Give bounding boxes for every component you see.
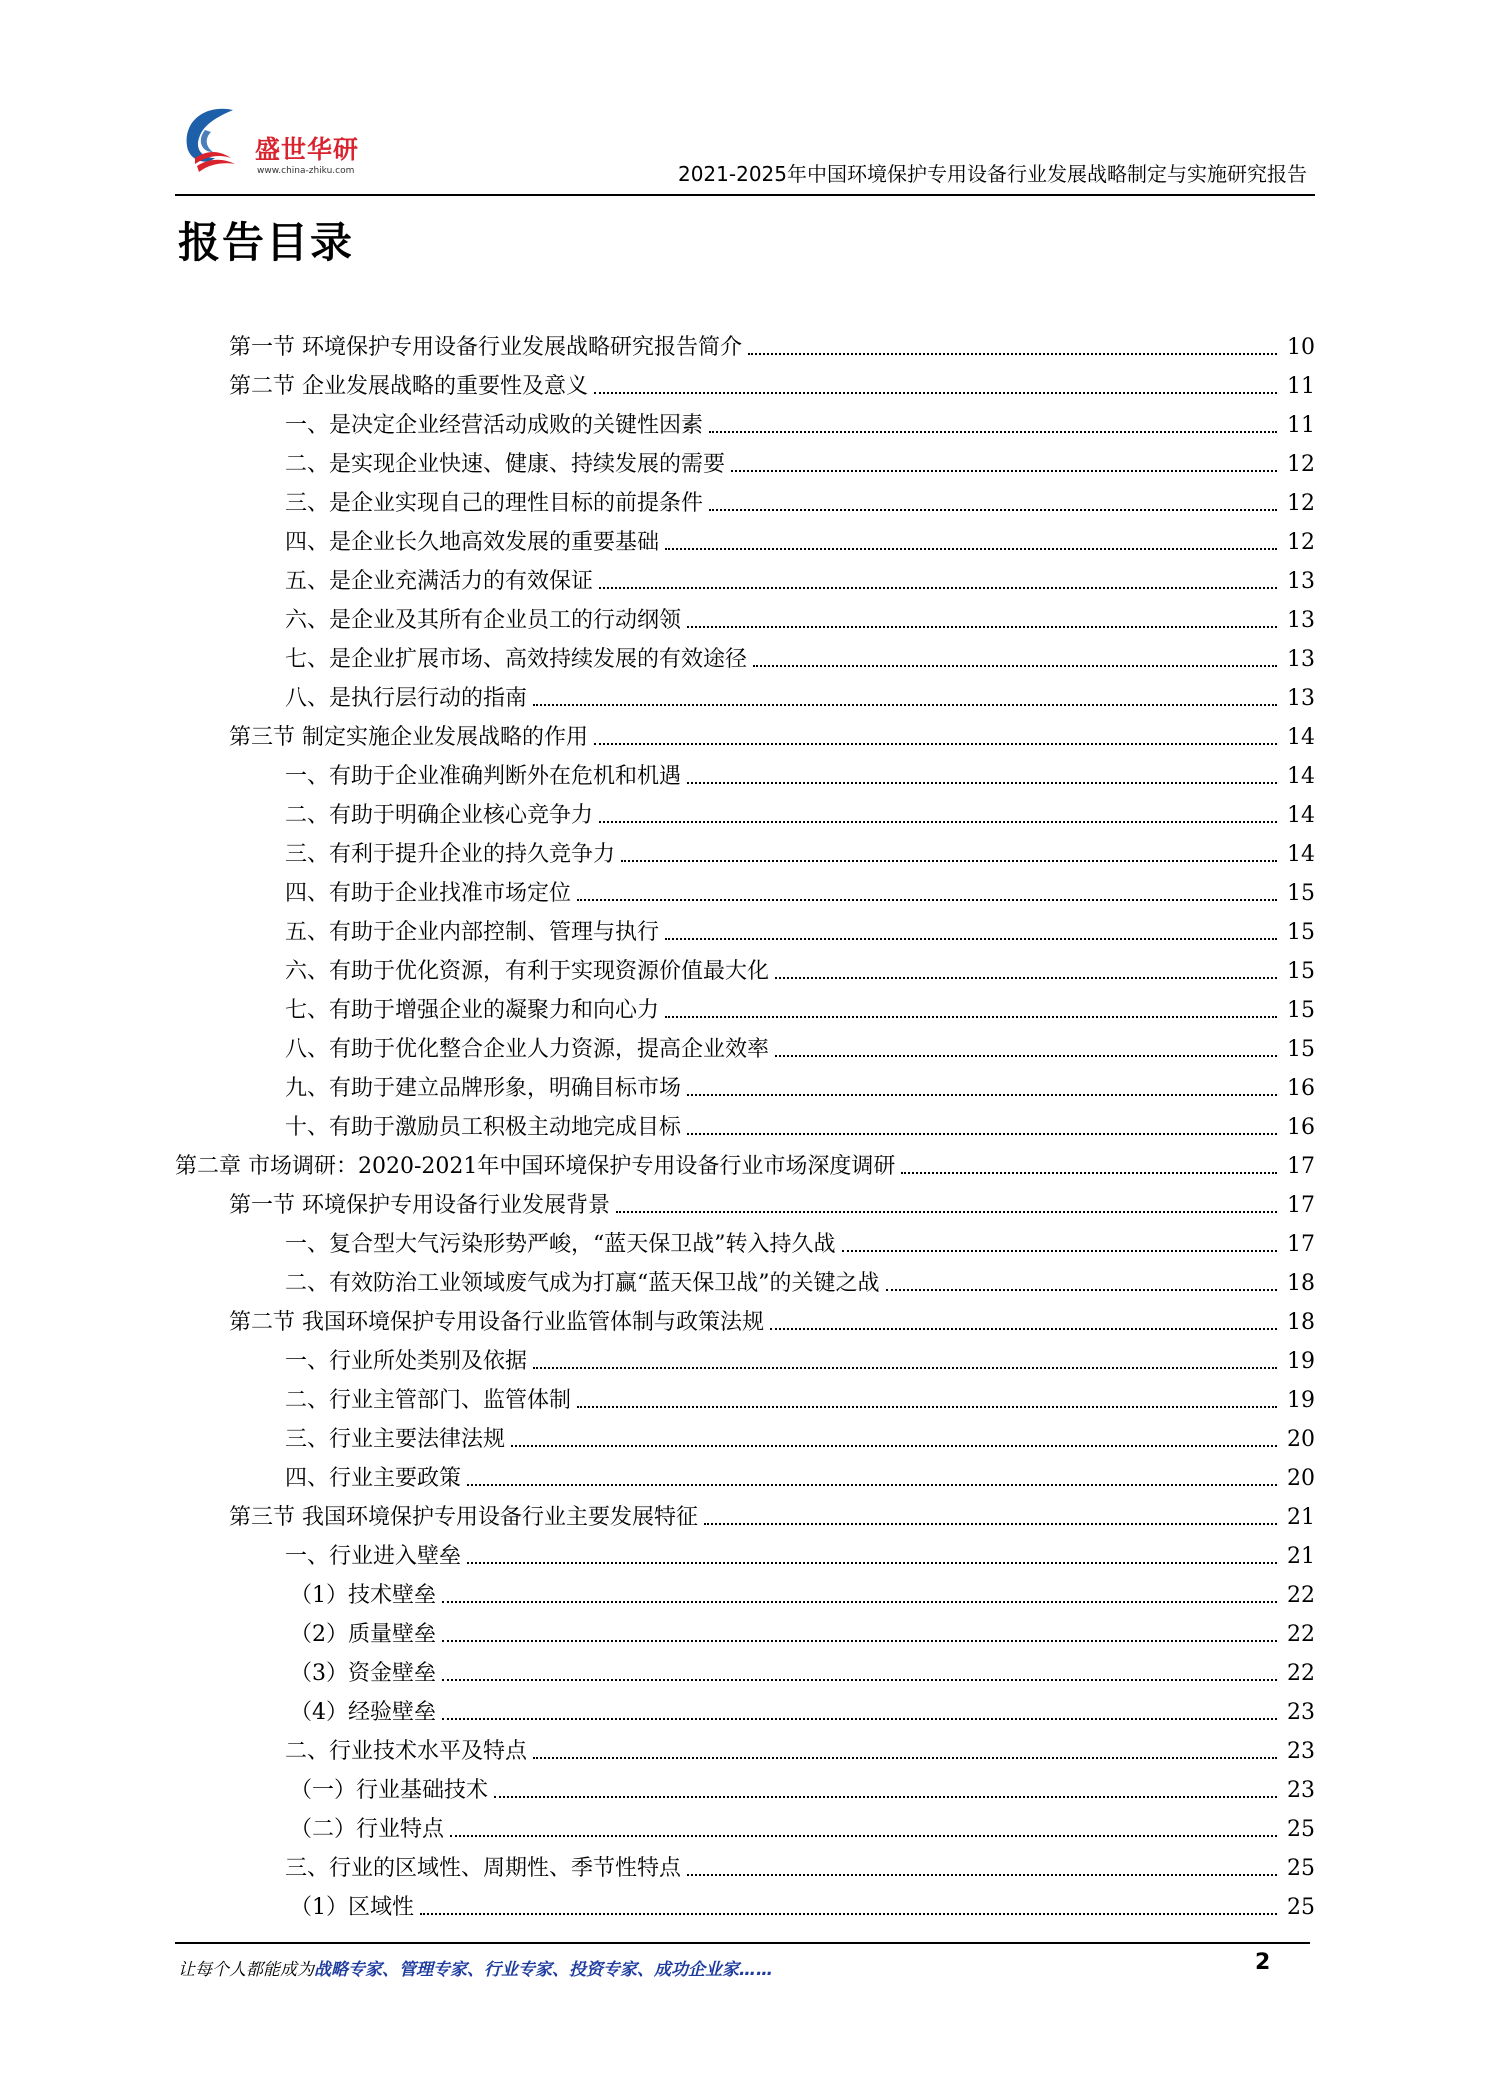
toc-dot-leader: [687, 1874, 1277, 1876]
toc-entry-label: 十、有助于激励员工积极主动地完成目标: [285, 1115, 682, 1140]
toc-entry[interactable]: [175, 558, 1315, 597]
toc-entry-page: 12: [1287, 530, 1315, 555]
toc-entry-page: 14: [1287, 764, 1315, 789]
toc-entry-page: 20: [1287, 1466, 1315, 1491]
toc-dot-leader: [599, 821, 1277, 823]
toc-dot-leader: [665, 1016, 1277, 1018]
toc-entry[interactable]: [175, 1182, 1315, 1221]
toc-entry-page: 11: [1287, 374, 1315, 399]
toc-entry-page: 13: [1287, 608, 1315, 633]
toc-dot-leader: [842, 1250, 1278, 1252]
toc-dot-leader: [533, 1367, 1277, 1369]
toc-entry[interactable]: [175, 519, 1315, 558]
logo-mark-icon: [175, 100, 255, 180]
toc-entry[interactable]: [175, 363, 1315, 402]
toc-entry-label: 二、是实现企业快速、健康、持续发展的需要: [285, 452, 726, 477]
toc-entry[interactable]: [175, 1260, 1315, 1299]
toc-entry[interactable]: [175, 1455, 1315, 1494]
toc-entry-page: 15: [1287, 998, 1315, 1023]
toc-dot-leader: [775, 1055, 1277, 1057]
toc-entry-page: 23: [1287, 1739, 1315, 1764]
toc-entry-page: 16: [1287, 1076, 1315, 1101]
toc-entry-label: 第二节 我国环境保护专用设备行业监管体制与政策法规: [229, 1310, 764, 1335]
logo: [175, 100, 395, 185]
toc-dot-leader: [687, 1133, 1277, 1135]
toc-dot-leader: [616, 1211, 1277, 1213]
toc-entry-label: 六、是企业及其所有企业员工的行动纲领: [285, 608, 682, 633]
toc-dot-leader: [753, 665, 1277, 667]
table-of-contents: [175, 324, 1315, 1923]
toc-dot-leader: [442, 1640, 1277, 1642]
toc-dot-leader: [775, 977, 1277, 979]
toc-entry-page: 12: [1287, 452, 1315, 477]
toc-dot-leader: [442, 1601, 1277, 1603]
toc-entry-label: 三、行业的区域性、周期性、季节性特点: [285, 1856, 682, 1881]
toc-entry-page: 15: [1287, 881, 1315, 906]
toc-entry-page: 19: [1287, 1388, 1315, 1413]
toc-dot-leader: [770, 1328, 1277, 1330]
toc-entry-page: 14: [1287, 725, 1315, 750]
toc-entry-label: 第一节 环境保护专用设备行业发展战略研究报告简介: [229, 335, 742, 360]
toc-entry-label: 二、有效防治工业领域废气成为打赢“蓝天保卫战”的关键之战: [285, 1271, 880, 1296]
toc-dot-leader: [450, 1835, 1277, 1837]
toc-entry-label: 一、复合型大气污染形势严峻，“蓝天保卫战”转入持久战: [285, 1232, 836, 1257]
toc-entry[interactable]: [175, 909, 1315, 948]
toc-entry[interactable]: [175, 792, 1315, 831]
toc-dot-leader: [665, 938, 1277, 940]
toc-entry-label: 三、行业主要法律法规: [285, 1427, 506, 1452]
toc-dot-leader: [901, 1172, 1277, 1174]
toc-entry[interactable]: [175, 1026, 1315, 1065]
report-title: 2021-2025年中国环境保护专用设备行业发展战略制定与实施研究报告: [677, 162, 1307, 186]
toc-dot-leader: [577, 899, 1277, 901]
toc-dot-leader: [886, 1289, 1278, 1291]
toc-entry-page: 23: [1287, 1700, 1315, 1725]
toc-entry[interactable]: [175, 597, 1315, 636]
toc-entry-page: 21: [1287, 1544, 1315, 1569]
toc-dot-leader: [577, 1406, 1277, 1408]
toc-entry-label: （一）行业基础技术: [290, 1778, 489, 1803]
toc-entry-page: 25: [1287, 1895, 1315, 1920]
toc-entry-page: 13: [1287, 686, 1315, 711]
page-header: [175, 100, 1315, 192]
toc-entry-page: 18: [1287, 1310, 1315, 1335]
toc-dot-leader: [599, 587, 1277, 589]
toc-entry[interactable]: [175, 1338, 1315, 1377]
toc-entry-label: 二、行业主管部门、监管体制: [285, 1388, 572, 1413]
toc-dot-leader: [467, 1562, 1277, 1564]
toc-entry-label: （3）资金壁垒: [290, 1661, 436, 1686]
toc-entry-label: 第三节 制定实施企业发展战略的作用: [229, 725, 588, 750]
toc-entry-label: 四、是企业长久地高效发展的重要基础: [285, 530, 660, 555]
toc-entry-label: 一、是决定企业经营活动成败的关键性因素: [285, 413, 704, 438]
toc-entry-label: 八、是执行层行动的指南: [285, 686, 528, 711]
toc-entry[interactable]: [175, 1299, 1315, 1338]
toc-entry-label: 八、有助于优化整合企业人力资源，提高企业效率: [285, 1037, 770, 1062]
toc-entry-page: 17: [1287, 1154, 1315, 1179]
toc-entry-label: 第二节 企业发展战略的重要性及意义: [229, 374, 588, 399]
toc-entry-page: 10: [1287, 335, 1315, 360]
toc-entry[interactable]: [175, 1572, 1315, 1611]
toc-entry[interactable]: [175, 1845, 1315, 1884]
toc-entry-label: 三、是企业实现自己的理性目标的前提条件: [285, 491, 704, 516]
toc-dot-leader: [687, 782, 1277, 784]
toc-entry-label: （4）经验壁垒: [290, 1700, 436, 1725]
toc-entry[interactable]: [175, 1533, 1315, 1572]
toc-dot-leader: [687, 1094, 1277, 1096]
toc-dot-leader: [709, 431, 1277, 433]
toc-entry-page: 22: [1287, 1622, 1315, 1647]
toc-entry[interactable]: [175, 987, 1315, 1026]
toc-entry-page: 17: [1287, 1193, 1315, 1218]
toc-entry-label: 二、行业技术水平及特点: [285, 1739, 528, 1764]
toc-entry-page: 15: [1287, 959, 1315, 984]
toc-entry-label: 第二章 市场调研：2020-2021年中国环境保护专用设备行业市场深度调研: [175, 1154, 896, 1179]
toc-entry[interactable]: [175, 1611, 1315, 1650]
toc-dot-leader: [467, 1484, 1277, 1486]
toc-entry[interactable]: [175, 831, 1315, 870]
toc-entry-label: 一、行业进入壁垒: [285, 1544, 462, 1569]
toc-entry-label: 一、行业所处类别及依据: [285, 1349, 528, 1374]
toc-entry-page: 19: [1287, 1349, 1315, 1374]
toc-entry-label: 四、有助于企业找准市场定位: [285, 881, 572, 906]
page-title: 报告目录: [178, 218, 355, 267]
toc-dot-leader: [594, 743, 1277, 745]
toc-entry-page: 13: [1287, 647, 1315, 672]
toc-entry-label: （2）质量壁垒: [290, 1622, 436, 1647]
toc-entry-label: 七、是企业扩展市场、高效持续发展的有效途径: [285, 647, 748, 672]
toc-entry[interactable]: [175, 324, 1315, 363]
toc-entry-label: （1）区域性: [290, 1895, 414, 1920]
toc-entry-label: 第三节 我国环境保护专用设备行业主要发展特征: [229, 1505, 698, 1530]
page-footer: [178, 1955, 1278, 1985]
footer-divider: [175, 1942, 1310, 1944]
toc-dot-leader: [420, 1913, 1277, 1915]
toc-dot-leader: [594, 392, 1277, 394]
toc-dot-leader: [494, 1796, 1277, 1798]
toc-entry[interactable]: [175, 636, 1315, 675]
logo-text: 盛世华研: [255, 135, 360, 164]
toc-entry-page: 14: [1287, 803, 1315, 828]
toc-dot-leader: [731, 470, 1277, 472]
toc-entry-page: 25: [1287, 1817, 1315, 1842]
page-number: 2: [1255, 1950, 1271, 1975]
toc-entry-label: （1）技术壁垒: [290, 1583, 436, 1608]
toc-entry[interactable]: [175, 402, 1315, 441]
toc-entry-page: 20: [1287, 1427, 1315, 1452]
toc-entry-label: 四、行业主要政策: [285, 1466, 462, 1491]
toc-entry[interactable]: [175, 1650, 1315, 1689]
toc-entry[interactable]: [175, 1104, 1315, 1143]
toc-entry[interactable]: [175, 1728, 1315, 1767]
toc-entry[interactable]: [175, 1806, 1315, 1845]
toc-entry[interactable]: [175, 1065, 1315, 1104]
toc-entry[interactable]: [175, 1494, 1315, 1533]
toc-entry-label: 一、有助于企业准确判断外在危机和机遇: [285, 764, 682, 789]
toc-entry[interactable]: [175, 948, 1315, 987]
toc-dot-leader: [687, 626, 1277, 628]
toc-entry-page: 13: [1287, 569, 1315, 594]
toc-entry[interactable]: [175, 1416, 1315, 1455]
toc-entry-label: 六、有助于优化资源，有利于实现资源价值最大化: [285, 959, 770, 984]
toc-entry-page: 17: [1287, 1232, 1315, 1257]
toc-entry-page: 21: [1287, 1505, 1315, 1530]
toc-dot-leader: [511, 1445, 1277, 1447]
toc-entry-label: （二）行业特点: [290, 1817, 445, 1842]
toc-entry-page: 11: [1287, 413, 1315, 438]
toc-entry-page: 14: [1287, 842, 1315, 867]
toc-entry-label: 三、有利于提升企业的持久竞争力: [285, 842, 616, 867]
toc-entry-label: 五、是企业充满活力的有效保证: [285, 569, 594, 594]
footer-slogan-prefix: 让每个人都能成为: [178, 1960, 314, 1980]
toc-entry-page: 12: [1287, 491, 1315, 516]
toc-entry-label: 第一节 环境保护专用设备行业发展背景: [229, 1193, 610, 1218]
toc-entry-page: 15: [1287, 1037, 1315, 1062]
toc-entry[interactable]: [175, 753, 1315, 792]
toc-entry-page: 23: [1287, 1778, 1315, 1803]
toc-dot-leader: [533, 704, 1277, 706]
toc-entry[interactable]: [175, 714, 1315, 753]
toc-entry[interactable]: [175, 1377, 1315, 1416]
logo-url: www.china-zhiku.com: [257, 166, 355, 176]
toc-entry[interactable]: [175, 1689, 1315, 1728]
toc-entry-page: 22: [1287, 1661, 1315, 1686]
toc-entry[interactable]: [175, 870, 1315, 909]
toc-entry[interactable]: [175, 441, 1315, 480]
toc-entry[interactable]: [175, 480, 1315, 519]
toc-entry-page: 16: [1287, 1115, 1315, 1140]
toc-entry-label: 二、有助于明确企业核心竞争力: [285, 803, 594, 828]
toc-entry[interactable]: [175, 1221, 1315, 1260]
toc-entry[interactable]: [175, 1767, 1315, 1806]
toc-entry-page: 18: [1287, 1271, 1315, 1296]
footer-slogan-roles: 战略专家、管理专家、行业专家、投资专家、成功企业家……: [314, 1960, 773, 1980]
toc-entry[interactable]: [175, 1143, 1315, 1182]
header-divider: [175, 194, 1315, 196]
toc-dot-leader: [748, 353, 1277, 355]
toc-entry-page: 15: [1287, 920, 1315, 945]
toc-dot-leader: [665, 548, 1277, 550]
toc-entry-page: 22: [1287, 1583, 1315, 1608]
toc-entry-page: 25: [1287, 1856, 1315, 1881]
toc-dot-leader: [533, 1757, 1277, 1759]
toc-dot-leader: [709, 509, 1277, 511]
toc-dot-leader: [442, 1679, 1277, 1681]
toc-entry-label: 七、有助于增强企业的凝聚力和向心力: [285, 998, 660, 1023]
toc-entry-label: 九、有助于建立品牌形象，明确目标市场: [285, 1076, 682, 1101]
toc-dot-leader: [621, 860, 1277, 862]
toc-dot-leader: [704, 1523, 1277, 1525]
toc-dot-leader: [442, 1718, 1277, 1720]
toc-entry[interactable]: [175, 1884, 1315, 1923]
toc-entry[interactable]: [175, 675, 1315, 714]
toc-entry-label: 五、有助于企业内部控制、管理与执行: [285, 920, 660, 945]
